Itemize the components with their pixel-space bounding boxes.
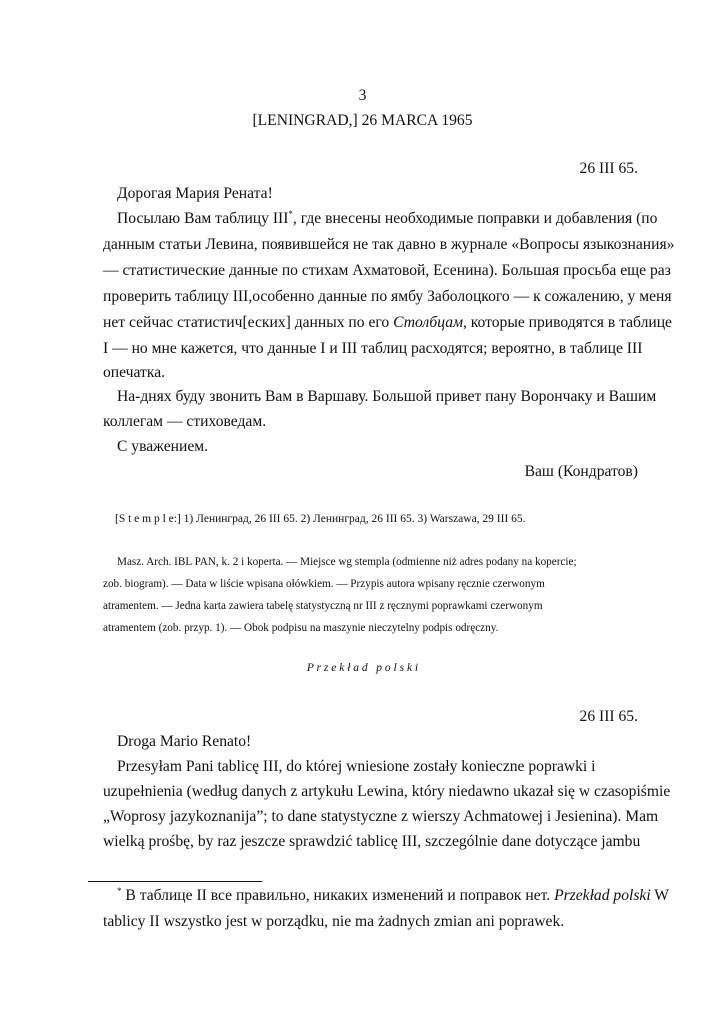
editorial-note-line-4: atramentem (zob. przyp. 1). — Obok podpisu na maszynie nieczytelny podpis odręczny. bbox=[103, 622, 499, 634]
ru-p1-l1-text-a: Посылаю Вам таблицу III bbox=[117, 210, 289, 227]
ru-paragraph-2-line-2: коллегам — стиховедам. bbox=[103, 413, 267, 430]
editorial-note-line-3: atramentem. — Jedna karta zawiera tabelę statystyczną nr III z ręcznymi poprawkami czerwonym bbox=[103, 600, 543, 612]
editorial-note-line-1: Masz. Arch. IBL PAN, k. 2 i koperta. — Miejsce wg stempla (odmienne niż adres podany na kopercie; bbox=[117, 556, 577, 568]
footnote-marker: * bbox=[288, 208, 293, 219]
pl-paragraph-line-2: uzupełnienia (według danych z artykułu Lewina, który niedawno ukazał się w czasopiśmie bbox=[103, 783, 671, 800]
ru-p1-l5-text-b: , которые приводятся в таблице bbox=[462, 314, 672, 331]
letter-title: [LENINGRAD,] 26 MARCA 1965 bbox=[252, 112, 473, 129]
pl-paragraph-line-4: wielką prośbę, by raz jeszcze sprawdzić tablicę III, szczególnie dane dotyczące jambu bbox=[103, 833, 641, 850]
ru-p1-l5-italic: Столбцам bbox=[393, 314, 463, 331]
ru-paragraph-1-line-2: данным статьи Левина, появившейся не так давно в журнале «Вопросы языкознания» bbox=[103, 236, 675, 253]
ru-paragraph-1-line-6: I — но мне кажется, что данные I и III таблиц расходятся; вероятно, в таблице III bbox=[103, 340, 643, 357]
footnote-divider bbox=[88, 881, 262, 882]
greeting-pl: Droga Mario Renato! bbox=[117, 733, 252, 750]
greeting-ru: Дорогая Мария Рената! bbox=[117, 185, 273, 202]
letter-date-pl: 26 III 65. bbox=[579, 708, 638, 725]
footnote-line-2: tablicy II wszystko jest w porządku, nie ma żadnych zmian ani poprawek. bbox=[103, 913, 565, 930]
footnote-text-b: W bbox=[650, 887, 669, 904]
ru-p1-l1-text-b: , где внесены необходимые поправки и добавления (по bbox=[292, 210, 658, 227]
footnote-line-1 bbox=[117, 887, 677, 905]
ru-paragraph-1-line-1 bbox=[117, 210, 677, 228]
footnote-italic: Przekład polski bbox=[554, 887, 651, 904]
letter-date-ru: 26 III 65. bbox=[579, 160, 638, 177]
closing-ru: С уважением. bbox=[117, 438, 209, 455]
letter-number: 3 bbox=[358, 87, 367, 104]
ru-paragraph-1-line-5 bbox=[103, 314, 672, 332]
ru-paragraph-2-line-1: На-днях буду звонить Вам в Варшаву. Большой привет пану Ворончаку и Вашим bbox=[117, 388, 657, 405]
ru-paragraph-1-line-3: — статистические данные по стихам Ахматовой, Есенина). Большая просьба еще раз bbox=[103, 262, 671, 279]
signature-ru: Ваш (Кондратов) bbox=[524, 463, 638, 480]
ru-p1-l5-text-a: нет сейчас статистич[еских] данных по его bbox=[103, 314, 394, 331]
pl-paragraph-line-1: Przesyłam Pani tablicę III, do której wniesione zostały konieczne poprawki i bbox=[117, 758, 596, 775]
ru-paragraph-1-line-7: опечатка. bbox=[103, 364, 166, 381]
postmarks-note: [S t e m p l e:] 1) Ленинград, 26 III 65. 2) Ленинград, 26 III 65. 3) Warszawa, 29 III 65. bbox=[115, 513, 526, 525]
pl-paragraph-line-3: „Woprosy jazykoznanija”; to dane statystyczne z wierszy Achmatowej i Jesienina). Mam bbox=[103, 808, 659, 825]
editorial-note-line-2: zob. biogram). — Data w liście wpisana ołówkiem. — Przypis autora wpisany ręcznie czerwonym bbox=[103, 578, 545, 590]
translation-heading: P r z e k ł a d p o l s k i bbox=[306, 662, 419, 674]
footnote-text-a: В таблице II все правильно, никаких изменений и поправок нет. bbox=[121, 887, 555, 904]
footnote-marker-bottom: * bbox=[117, 885, 122, 896]
ru-paragraph-1-line-4: проверить таблицу III,особенно данные по ямбу Заболоцкого — к сожалению, у меня bbox=[103, 288, 672, 305]
